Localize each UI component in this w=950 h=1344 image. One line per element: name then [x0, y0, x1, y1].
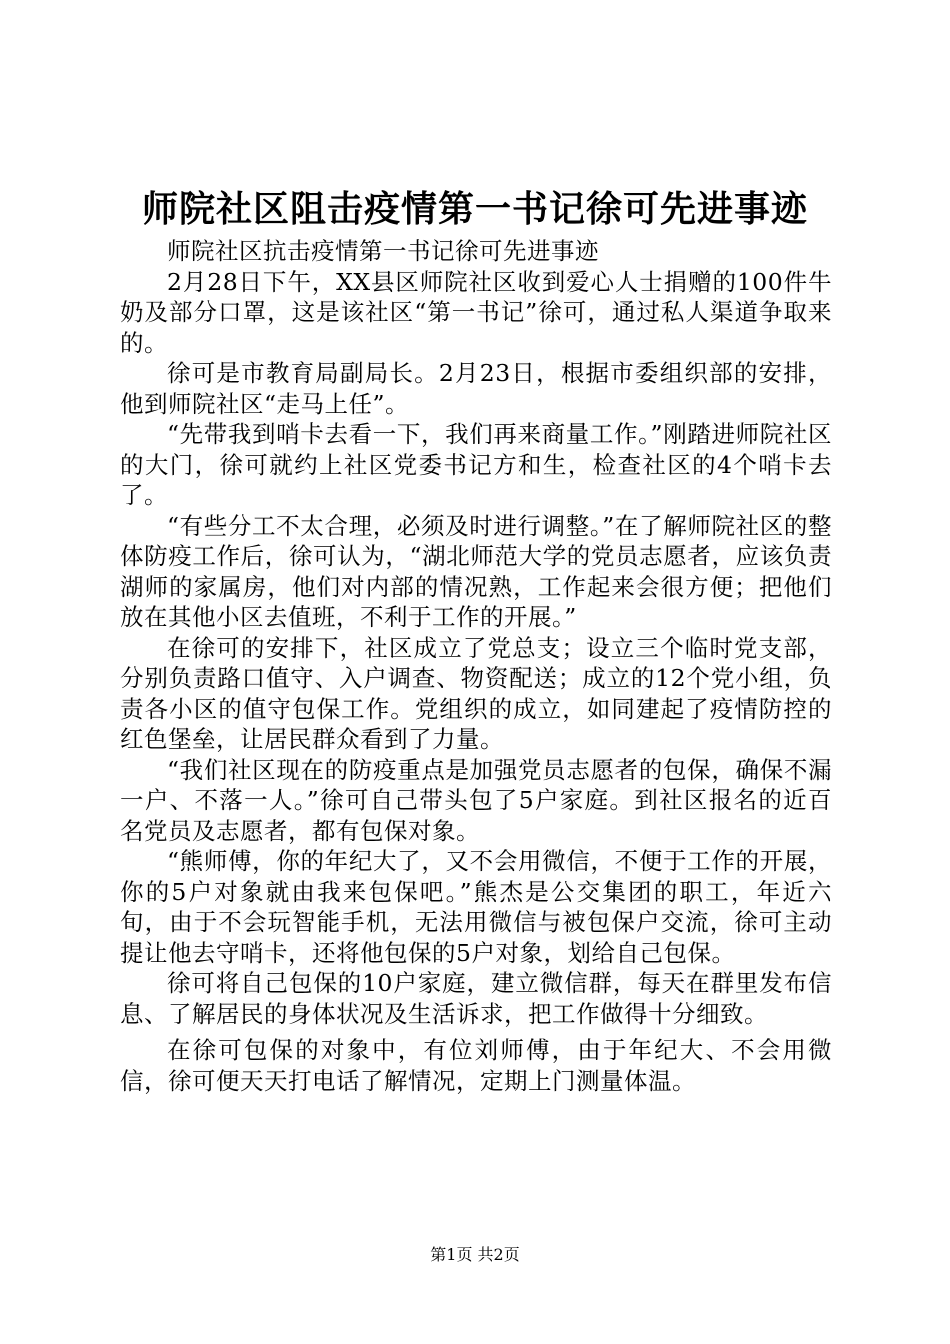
document-title: 师院社区阻击疫情第一书记徐可先进事迹 — [141, 189, 808, 230]
paragraph: 徐可是市教育局副局长。2月23日，根据市委组织部的安排，他到师院社区“走马上任”。 — [120, 359, 832, 418]
paragraph: “熊师傅，你的年纪大了，又不会用微信，不便于工作的开展，你的5户对象就由我来包保吧。”熊杰是公交集团的职工，年近六旬，由于不会玩智能手机，无法用微信与被包保户交流，徐可主动提让他去守哨卡，还将他包保的5户对象，划给自己包保。 — [120, 847, 832, 967]
paragraph: 在徐可包保的对象中，有位刘师傅，由于年纪大、不会用微信，徐可便天天打电话了解情况，定期上门测量体温。 — [120, 1036, 832, 1095]
paragraph: “有些分工不太合理，必须及时进行调整。”在了解师院社区的整体防疫工作后，徐可认为，“湖北师范大学的党员志愿者，应该负责湖师的家属房，他们对内部的情况熟，工作起来会很方便；把他们放在其他小区去值班，不利于工作的开展。” — [120, 511, 832, 631]
paragraph-subtitle: 师院社区抗击疫情第一书记徐可先进事迹 — [167, 237, 599, 265]
paragraph: 2月28日下午，XX县区师院社区收到爱心人士捐赠的100件牛奶及部分口罩，这是该社区“第一书记”徐可，通过私人渠道争取来的。 — [120, 267, 832, 357]
paragraph: “先带我到哨卡去看一下，我们再来商量工作。”刚踏进师院社区的大门，徐可就约上社区党委书记方和生，检查社区的4个哨卡去了。 — [120, 420, 832, 509]
document-body — [120, 236, 832, 1096]
paragraph: “我们社区现在的防疫重点是加强党员志愿者的包保，确保不漏一户、不落一人。”徐可自己带头包了5户家庭。到社区报名的近百名党员及志愿者，都有包保对象。 — [120, 755, 832, 845]
paragraph: 在徐可的安排下，社区成立了党总支；设立三个临时党支部，分别负责路口值守、入户调查、物资配送；成立的12个党小组，负责各小区的值守包保工作。党组织的成立，如同建起了疫情防控的红色堡垒，让居民群众看到了力量。 — [120, 633, 832, 753]
page-footer: 第1页 共2页 — [430, 1245, 520, 1264]
paragraph: 徐可将自己包保的10户家庭，建立微信群，每天在群里发布信息、了解居民的身体状况及生活诉求，把工作做得十分细致。 — [120, 969, 832, 1028]
